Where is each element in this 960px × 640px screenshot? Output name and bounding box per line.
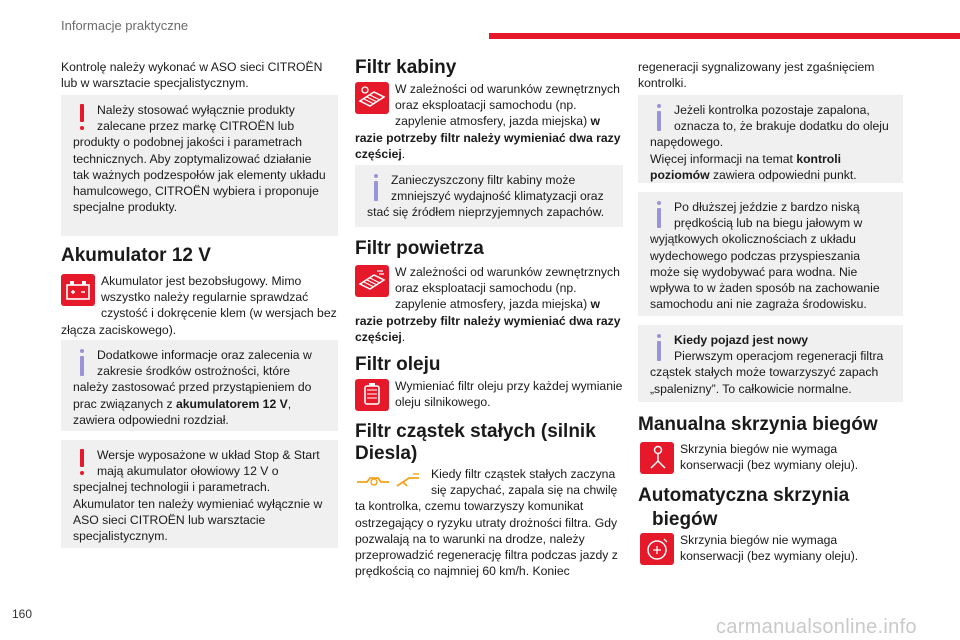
manual-gearbox-icon [640, 442, 674, 474]
info-note-bold: kontroli poziomów [650, 151, 841, 182]
battery-icon [61, 274, 95, 306]
info-note-bold: akumulatorem 12 V [175, 396, 288, 411]
info-note-text-end: , zawiera odpowiedni rozdział. [73, 396, 292, 427]
info-note-battery [61, 340, 338, 431]
particle-filter-warning-icon [355, 466, 425, 496]
automatic-gearbox-heading-line-2: biegów [652, 509, 718, 530]
manual-gearbox-text: Skrzynia biegów nie wymaga konserwacji (bez wymiany oleju). [680, 442, 859, 473]
automatic-gearbox-heading-line-1: Automatyczna skrzynia [638, 485, 850, 506]
warning-note-text: Wersje wyposażone w układ Stop & Start mają akumulator ołowiowy 12 V o specjalnej technologii i parametrach. Akumulator ten należy wymieniać wyłącznie w ASO sieci CITROËN lub warsztacie specjalistycznym. [73, 448, 323, 544]
air-filter-bold: w razie potrzeby filtr należy wymieniać dwa razy częściej [355, 297, 621, 344]
automatic-gearbox-icon [640, 533, 674, 565]
oil-filter-text: Wymieniać filtr oleju przy każdej wymianie oleju silnikowego. [395, 379, 623, 410]
section-heading-air-filter: Filtr powietrza [355, 238, 484, 259]
warning-note-text: Należy stosować wyłącznie produkty zalecane przez markę CITROËN lub produkty o podobnej jakości i parametrach technicznych. Aby zoptymalizować działanie tak ważnych podzespołów jak elementy układu hamulcowego, CITROËN wybiera i proponuje specjalne produkty. [73, 103, 326, 215]
manual-gearbox-paragraph [638, 441, 903, 474]
oil-filter-icon [355, 379, 389, 411]
info-note-text: Jeżeli kontrolka pozostaje zapalona, oznacza to, że brakuje dodatku do oleju napędowego. [650, 103, 889, 150]
info-note-text: Pierwszym operacjom regeneracji filtra cząstek stałych może towarzyszyć zapach „spalenizny”. To całkowicie normalne. [650, 349, 884, 396]
cabin-filter-icon [355, 82, 389, 114]
regeneration-continued-paragraph: regeneracji sygnalizowany jest zgaśnięciem kontrolki. [638, 60, 875, 91]
battery-paragraph [61, 273, 338, 338]
section-heading-battery: Akumulator 12 V [61, 245, 211, 266]
section-heading-particle-filter: Filtr cząstek stałych (silnik Diesla) [355, 421, 596, 464]
info-icon [650, 104, 668, 134]
warning-exclamation-icon [73, 449, 91, 479]
info-note-text: Po dłuższej jeździe z bardzo niską prędkością lub na biegu jałowym w wyjątkowych okolicznościach z układu wydechowego podczas przyspieszania może się wydobywać para wodna. Nie wpływa to w żaden sposób na zachowanie samochodu ani nie zagraża środowisku. [650, 200, 880, 312]
info-note-text-2: Więcej informacji na temat [650, 151, 797, 166]
info-note-additive [638, 95, 903, 183]
page-number: 160 [12, 607, 33, 621]
intro-paragraph: Kontrolę należy wykonać w ASO sieci CITROËN lub w warsztacie specjalistycznym. [61, 60, 323, 91]
info-icon [650, 334, 668, 364]
info-note-text: Zanieczyszczony filtr kabiny może zmniejszyć wydajność klimatyzacji oraz stać się źródłem nieprzyjemnych zapachów. [367, 173, 605, 220]
cabin-filter-paragraph [355, 81, 623, 162]
warning-note-stop-start [61, 440, 338, 548]
info-icon [367, 174, 385, 204]
oil-filter-paragraph [355, 378, 623, 411]
cabin-filter-text: W zależności od warunków zewnętrznych oraz eksploatacji samochodu (np. zapylenie atmosfery, jazda miejska) [395, 82, 620, 129]
section-heading-manual-gearbox: Manualna skrzynia biegów [638, 414, 878, 435]
air-filter-text: W zależności od warunków zewnętrznych oraz eksploatacji samochodu (np. zapylenie atmosfery, jazda miejska) [395, 265, 620, 312]
warning-note [61, 95, 338, 236]
particle-filter-text: Kiedy filtr cząstek stałych zaczyna się zapychać, zapala się na chwilę ta kontrolka, czemu towarzyszy komunikat ostrzegający o ryzyku utraty drożności filtra. Gdy pozwalają na to warunki na drodze, należy przeprowadzić regenerację filtra podczas jazdy z prędkością co najmniej 60 km/h. Koniec [355, 467, 618, 579]
header-accent-bar [489, 33, 960, 39]
automatic-gearbox-text: Skrzynia biegów nie wymaga konserwacji (bez wymiany oleju). [680, 533, 859, 564]
battery-text: Akumulator jest bezobsługowy. Mimo wszystko należy regularnie sprawdzać czystość i dokręcenie klem (w wersjach bez złącza zaciskowego). [61, 274, 337, 337]
section-heading-automatic-gearbox [638, 484, 849, 532]
info-icon [73, 349, 91, 379]
info-icon [650, 201, 668, 231]
cabin-filter-text-end: . [401, 146, 406, 161]
info-note-text: Dodatkowe informacje oraz zalecenia w zakresie środków ostrożności, które należy zastosować przed przystąpieniem do prac związanych z [73, 348, 312, 411]
info-note-water-vapour [638, 192, 903, 316]
automatic-gearbox-paragraph [638, 532, 903, 565]
watermark: carmanualsonline.info [716, 616, 917, 638]
warning-exclamation-icon [73, 104, 91, 134]
particle-filter-paragraph [355, 466, 623, 579]
info-note-new-vehicle [638, 325, 903, 402]
info-note-cabin-filter [355, 165, 623, 227]
info-note-text-end: zawiera odpowiedni punkt. [709, 167, 857, 182]
cabin-filter-bold: w razie potrzeby filtr należy wymieniać dwa razy częściej [355, 114, 621, 161]
air-filter-paragraph [355, 264, 623, 345]
info-note-bold: Kiedy pojazd jest nowy [674, 333, 809, 347]
section-heading-oil-filter: Filtr oleju [355, 354, 441, 375]
air-filter-text-end: . [401, 329, 406, 344]
page-header-title: Informacje praktyczne [61, 18, 189, 33]
air-filter-icon [355, 265, 389, 297]
section-heading-cabin-filter: Filtr kabiny [355, 57, 457, 78]
